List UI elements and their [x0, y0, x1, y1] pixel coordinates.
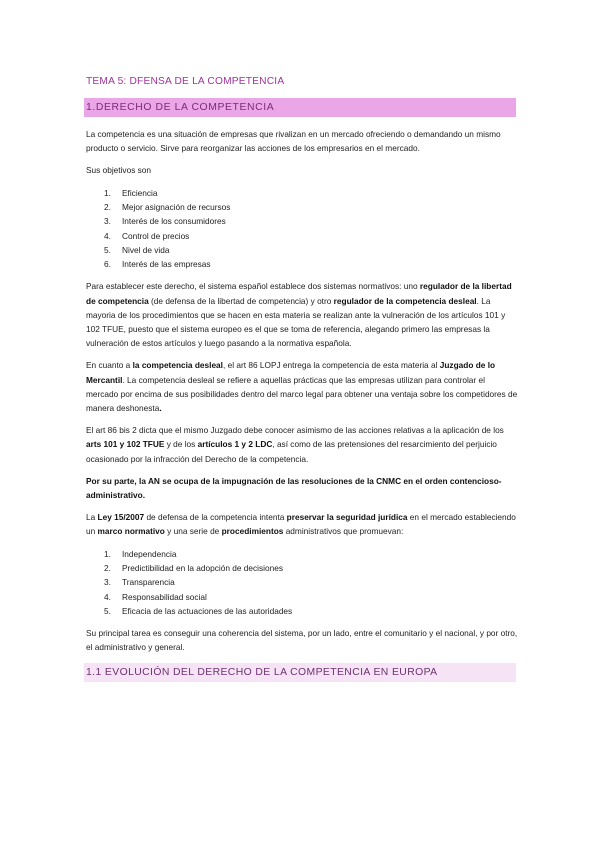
list-text: Responsabilidad social [122, 591, 207, 602]
list-number: 2. [104, 562, 111, 573]
bold-term: marco normativo [97, 526, 165, 537]
bold-term: preservar la seguridad jurídica [286, 512, 408, 523]
bold-paragraph: Por su parte, la AN se ocupa de la impugnación de las resoluciones de la CNMC en el orden contencioso-administrativo. [86, 475, 502, 501]
list-number: 2. [104, 201, 111, 212]
paragraph-art-86-bis [86, 423, 518, 466]
bold-term: regulador de la libertad de competencia [86, 281, 512, 306]
bold-term: Ley 15/2007 [97, 512, 145, 523]
paragraph-ley-15-2007 [86, 510, 518, 538]
list-item [86, 200, 518, 214]
paragraph-sistemas-normativos [86, 279, 518, 350]
list-item [86, 547, 518, 561]
list-text: Eficacia de las actuaciones de las autoridades [122, 605, 293, 616]
text-run: , el art 86 LOPJ entrega la competencia de esta materia al [222, 360, 440, 371]
list-item [86, 243, 518, 257]
list-text: Independencia [122, 548, 177, 559]
text-run: de defensa de la competencia intenta [144, 512, 287, 523]
list-number: 1. [104, 548, 111, 559]
list-text: Control de precios [122, 230, 190, 241]
objectives-list [86, 186, 518, 272]
bold-term: regulador de la competencia desleal [333, 295, 477, 306]
list-text: Nivel de vida [122, 244, 170, 255]
list-number: 4. [104, 230, 111, 241]
text-run: La [86, 512, 98, 523]
text-run: , así como de las pretensiones del resarcimiento del perjuicio ocasionado por la infracción del Derecho de la competencia. [86, 439, 497, 464]
list-text: Transparencia [122, 577, 175, 588]
list-text: Mejor asignación de recursos [122, 201, 231, 212]
text-run: El art 86 bis 2 dicta que el mismo Juzgado debe conocer asimismo de las acciones relativas a la aplicación de los [86, 425, 504, 436]
tema-title: TEMA 5: DFENSA DE LA COMPETENCIA [86, 76, 285, 87]
list-item [86, 229, 518, 243]
list-number: 1. [104, 187, 111, 198]
bold-term: artículos 1 y 2 LDC [197, 439, 273, 450]
text-run: Para establecer este derecho, el sistema español establece dos sistemas normativos: uno [86, 281, 420, 292]
list-item [86, 604, 518, 618]
list-item [86, 214, 518, 228]
list-text: Interés de los consumidores [122, 216, 226, 227]
list-number: 3. [104, 577, 111, 588]
paragraph-coherencia: Su principal tarea es conseguir una coherencia del sistema, por un lado, entre el comunitario y el nacional, y por otro, el administrativo y general. [86, 628, 518, 653]
list-number: 4. [104, 591, 111, 602]
bold-term: procedimientos [221, 526, 284, 537]
objectives-intro: Sus objetivos son [86, 165, 152, 176]
list-number: 5. [104, 605, 111, 616]
list-text: Predictibilidad en la adopción de decisiones [122, 562, 283, 573]
paragraph-competencia-desleal [86, 358, 518, 415]
section-heading-derecho-competencia: 1.DERECHO DE LA COMPETENCIA [84, 98, 516, 117]
list-item [86, 561, 518, 575]
list-text: Eficiencia [122, 187, 158, 198]
bold-term: la competencia desleal [132, 360, 223, 371]
list-number: 5. [104, 244, 111, 255]
text-run: (de defensa de la libertad de competencia) y otro [148, 295, 334, 306]
text-run: en el mercado estableciendo un [86, 512, 516, 537]
text-run: . La competencia desleal se refiere a aquellas prácticas que las empresas utilizan para controlar el mercado por encima de sus posibilidades dentro del marco legal para obtener una ventaja sobre los competidores de manera deshonesta [86, 374, 518, 414]
text-run: En cuanto a [86, 360, 133, 371]
list-item [86, 186, 518, 200]
text-run: y de los [164, 439, 198, 450]
paragraph-audiencia-nacional [86, 474, 518, 502]
list-item [86, 257, 518, 271]
text-run: administrativos que promuevan: [283, 526, 404, 537]
text-run: y una serie de [164, 526, 222, 537]
section-heading-evolucion-europa: 1.1 EVOLUCIÓN DEL DERECHO DE LA COMPETENCIA EN EUROPA [84, 663, 516, 682]
principles-list [86, 547, 518, 618]
list-item [86, 575, 518, 589]
document-content [86, 76, 518, 692]
list-item [86, 590, 518, 604]
text-run: . La mayoria de los procedimientos que se hacen en esta materia se realizan ante la vulneración de los artículos 101 y 102 TFUE, puesto que el sistema europeo es el que se toma de referencia, alegando primero las empresas la vulneración de estos artículos y luego pasando a la normativa española. [86, 295, 506, 349]
bold-term: Juzgado de lo Mercantil [86, 360, 496, 385]
paragraph-definition: La competencia es una situación de empresas que rivalizan en un mercado ofreciendo o demandando un mismo producto o servicio. Sirve para reorganizar las acciones de los empresarios en el mercado. [86, 129, 501, 154]
bold-term: arts 101 y 102 TFUE [86, 439, 165, 450]
list-text: Interés de las empresas [122, 259, 211, 270]
list-number: 3. [104, 216, 111, 227]
bold-term: . [159, 403, 162, 414]
list-number: 6. [104, 259, 111, 270]
